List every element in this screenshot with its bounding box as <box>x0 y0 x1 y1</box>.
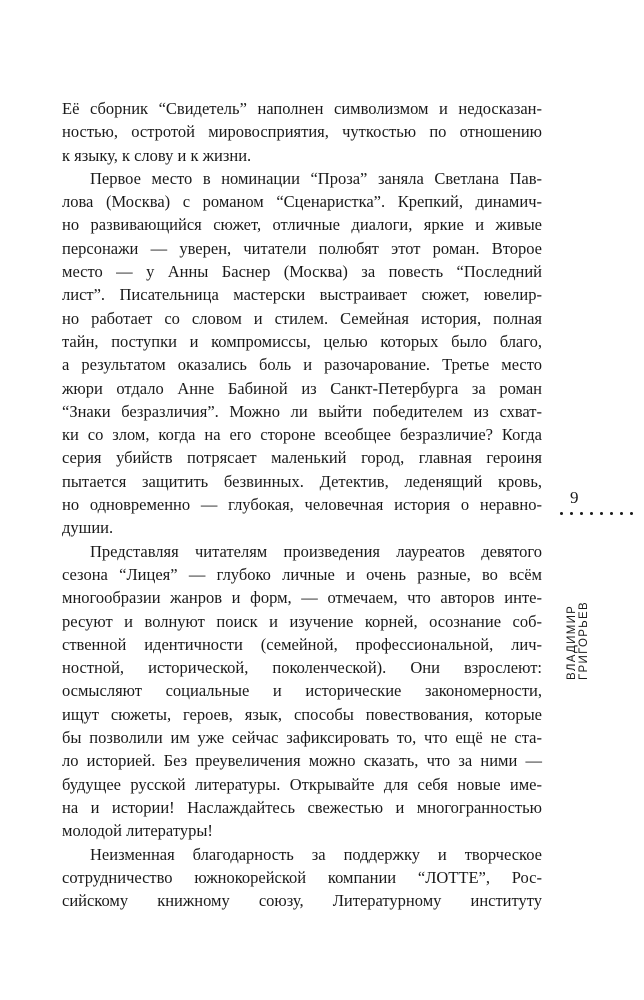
dot-ornament <box>610 512 613 515</box>
text-line: ностной, исторической, поколенческой). Они взрослеют: <box>62 658 542 678</box>
text-line: многообразии жанров и форм, — отмечаем, что авторов инте- <box>62 588 542 608</box>
text-line: но одновременно — глубокая, человечная история о неравно- <box>62 495 542 515</box>
text-line: сезона “Лицея” — глубоко личные и очень разные, во всём <box>62 564 542 584</box>
text-line: душии. <box>62 518 114 538</box>
text-line: ственной идентичности (семейной, профессиональной, лич- <box>62 634 542 654</box>
text-line: сотрудничество южнокорейской компании “ЛОТТЕ”, Рос- <box>62 867 542 887</box>
text-line: на и истории! Наслаждайтесь свежестью и многогранностью <box>62 797 542 817</box>
text-line: ло историей. Без преувеличения можно сказать, что за ними — <box>62 751 542 771</box>
text-line: но развивающийся сюжет, отличные диалоги, яркие и живые <box>62 215 542 235</box>
text-line: но работает со словом и стилем. Семейная история, полная <box>62 308 542 328</box>
running-head-author: ВЛАДИМИР ГРИГОРЬЕВ <box>566 601 590 680</box>
text-line: осмысляют социальные и исторические закономерности, <box>62 681 542 701</box>
text-line: будущее русской литературы. Открывайте для себя новые име- <box>62 774 542 794</box>
text-line: “Знаки безразличия”. Можно ли выйти победителем из схват- <box>62 401 542 421</box>
page-number-dots <box>560 512 644 518</box>
text-line: ищут сюжеты, героев, язык, способы повествования, которые <box>62 704 542 724</box>
page-number: 9 <box>570 488 579 507</box>
dot-ornament <box>580 512 583 515</box>
text-line: лова (Москва) с романом “Сценаристка”. Крепкий, динамич- <box>62 192 542 212</box>
text-line: а результатом оказались боль и разочарование. Третье место <box>62 355 542 375</box>
dot-ornament <box>570 512 573 515</box>
text-line: серия убийств потрясает маленький город, главная героиня <box>62 448 542 468</box>
dot-ornament <box>630 512 633 515</box>
dot-ornament <box>560 512 563 515</box>
text-line: сийскому книжному союзу, Литературному институту <box>62 891 542 911</box>
text-line: Её сборник “Свидетель” наполнен символизмом и недосказан- <box>62 99 542 118</box>
dot-ornament <box>590 512 593 515</box>
text-line: бы позволили им уже сейчас зафиксировать то, что ещё не ста- <box>62 728 542 748</box>
text-line: персонажи — уверен, читатели полюбят этот роман. Второе <box>62 238 542 258</box>
text-line: тайн, поступки и компромиссы, целью которых было благо, <box>62 331 542 351</box>
text-line: Первое место в номинации “Проза” заняла Светлана Пав- <box>90 168 542 188</box>
body-text <box>62 97 542 912</box>
text-line: ностью, остротой мировосприятия, чуткостью по отношению <box>62 122 542 142</box>
dot-ornament <box>620 512 623 515</box>
text-line: лист”. Писательница мастерски выстраивает сюжет, ювелир- <box>62 285 542 305</box>
text-line: Неизменная благодарность за поддержку и творческое <box>90 844 542 864</box>
dot-ornament <box>600 512 603 515</box>
text-line: Представляя читателям произведения лауреатов девятого <box>90 541 542 561</box>
text-line: ки со злом, когда на его стороне всеобщее безразличие? Когда <box>62 425 542 445</box>
text-line: место — у Анны Баснер (Москва) за повесть “Последний <box>62 262 542 282</box>
text-line: пытается защитить безвинных. Детектив, леденящий кровь, <box>62 471 542 491</box>
text-line: ресуют и волнуют поиск и изучение корней, осознание соб- <box>62 611 542 631</box>
text-line: к языку, к слову и к жизни. <box>62 145 252 165</box>
text-line: жюри отдало Анне Бабиной из Санкт-Петербурга за роман <box>62 378 542 398</box>
text-line: молодой литературы! <box>62 821 213 841</box>
